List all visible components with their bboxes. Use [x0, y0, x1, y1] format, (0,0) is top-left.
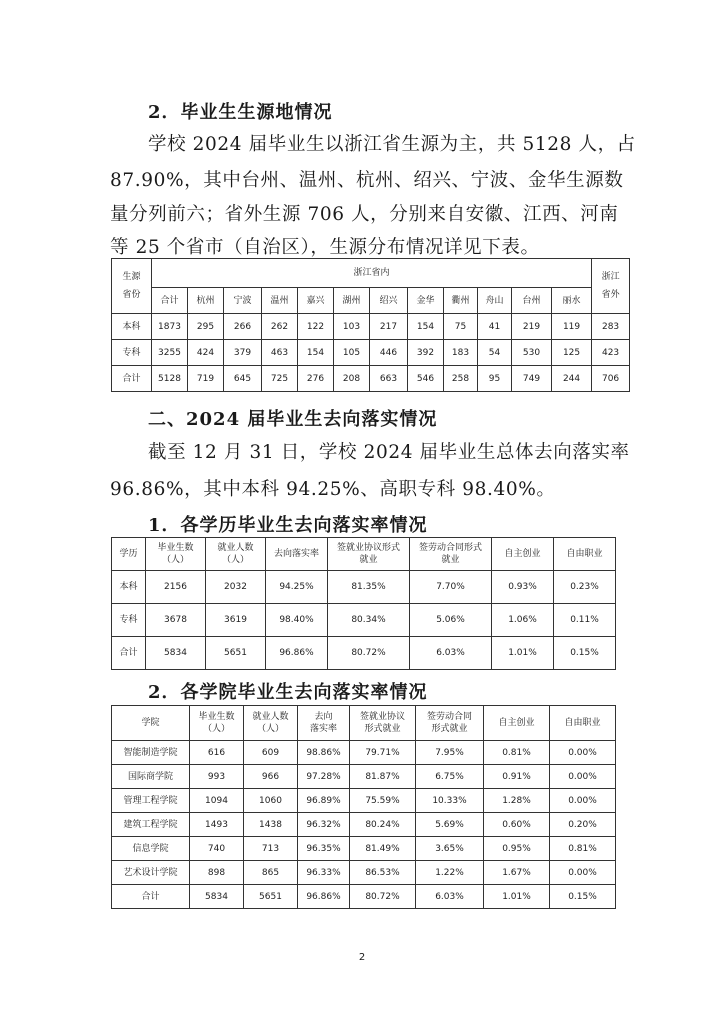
table-row: [112, 340, 630, 366]
table-cell: 3619: [206, 604, 266, 637]
table-cell: 2032: [206, 571, 266, 604]
table-cell: 7.70%: [410, 571, 492, 604]
row-label: 合计: [112, 885, 190, 909]
table-row: [112, 861, 616, 885]
table-cell: 86.53%: [350, 861, 416, 885]
table-cell: 1094: [190, 789, 244, 813]
table-cell: 81.49%: [350, 837, 416, 861]
table-cell: 423: [592, 340, 630, 366]
row-label: 合计: [112, 637, 146, 670]
column-header: 舟山: [478, 288, 512, 314]
table-row: [112, 789, 616, 813]
row-label: 专科: [112, 340, 152, 366]
table-cell: 1.01%: [492, 637, 554, 670]
table-row: [112, 637, 616, 670]
row-label: 专科: [112, 604, 146, 637]
header-line: 落实率: [309, 724, 337, 734]
paragraph-line: 87.90%，其中台州、温州、杭州、绍兴、宁波、金华生源数: [110, 170, 624, 191]
table-cell: 0.81%: [550, 837, 616, 861]
table-cell: 276: [298, 366, 334, 392]
row-label: 信息学院: [112, 837, 190, 861]
header-line: 就业: [441, 555, 460, 565]
header-line: 自主创业: [504, 549, 541, 559]
table-cell: 966: [244, 765, 298, 789]
header-line: 形式就业: [431, 724, 468, 734]
table-cell: 0.93%: [492, 571, 554, 604]
column-header: 宁波: [224, 288, 262, 314]
table-cell: 0.20%: [550, 813, 616, 837]
outside-province-header: [592, 259, 630, 314]
table-cell: 119: [552, 314, 592, 340]
table-cell: 96.86%: [266, 637, 328, 670]
row-label: 合计: [112, 366, 152, 392]
table-cell: 0.00%: [550, 789, 616, 813]
table-cell: 6.03%: [416, 885, 484, 909]
section-heading-employment: 二、2024 届毕业生去向落实情况: [148, 409, 438, 430]
table-cell: 463: [262, 340, 298, 366]
table-cell: 0.00%: [550, 765, 616, 789]
header-line: 签就业协议: [359, 712, 405, 722]
table-cell: 0.15%: [550, 885, 616, 909]
table-cell: 97.28%: [298, 765, 350, 789]
source-distribution-table: [111, 258, 630, 392]
table-row: [112, 741, 616, 765]
table-cell: 1.67%: [484, 861, 550, 885]
header-line: 就业: [359, 555, 378, 565]
table-cell: 725: [262, 366, 298, 392]
table-cell: 713: [244, 837, 298, 861]
table-cell: 80.72%: [328, 637, 410, 670]
table-row: [112, 604, 616, 637]
table-cell: 1493: [190, 813, 244, 837]
paragraph-line: 等 25 个省市（自治区），生源分布情况详见下表。: [110, 237, 540, 258]
header-line: （人）: [256, 724, 284, 734]
column-header: 湖州: [334, 288, 370, 314]
header-line: 形式就业: [364, 724, 401, 734]
table-cell: 219: [512, 314, 552, 340]
header-line: 自主创业: [498, 718, 535, 728]
paragraph-line: 96.86%，其中本科 94.25%、高职专科 98.40%。: [110, 479, 556, 500]
column-header: [112, 706, 190, 741]
table-row: [112, 885, 616, 909]
education-level-table: [111, 537, 616, 670]
paragraph-line: 量分列前六；省外生源 706 人，分别来自安徽、江西、河南: [110, 204, 619, 225]
college-table: [111, 705, 616, 909]
table-cell: 719: [188, 366, 224, 392]
table-cell: 1.01%: [484, 885, 550, 909]
header-line: 去向落实率: [273, 549, 319, 559]
column-header: 金华: [408, 288, 444, 314]
corner-header-bottom: 省份: [122, 290, 141, 300]
column-header: [266, 538, 328, 571]
header-row: [112, 706, 616, 741]
column-header: [554, 538, 616, 571]
table-cell: 94.25%: [266, 571, 328, 604]
row-label: 艺术设计学院: [112, 861, 190, 885]
table-cell: 96.86%: [298, 885, 350, 909]
table-cell: 0.81%: [484, 741, 550, 765]
table-cell: 96.33%: [298, 861, 350, 885]
column-header: 温州: [262, 288, 298, 314]
table-cell: 740: [190, 837, 244, 861]
column-header: [550, 706, 616, 741]
subsection-heading-college: 2．各学院毕业生去向落实率情况: [148, 682, 428, 703]
table-cell: 41: [478, 314, 512, 340]
table-cell: 0.00%: [550, 861, 616, 885]
table-row: [112, 765, 616, 789]
table-cell: 0.00%: [550, 741, 616, 765]
column-header: [298, 706, 350, 741]
table-cell: 609: [244, 741, 298, 765]
table-cell: 105: [334, 340, 370, 366]
table-cell: 208: [334, 366, 370, 392]
table-cell: 79.71%: [350, 741, 416, 765]
table-cell: 295: [188, 314, 224, 340]
header-line: 毕业生数: [198, 712, 235, 722]
table-cell: 6.75%: [416, 765, 484, 789]
row-label: 本科: [112, 571, 146, 604]
header-line: （人）: [221, 555, 249, 565]
table-cell: 96.35%: [298, 837, 350, 861]
corner-header: [112, 259, 152, 314]
table-cell: 446: [370, 340, 408, 366]
table-cell: 154: [298, 340, 334, 366]
row-label: 国际商学院: [112, 765, 190, 789]
table3-body: [112, 741, 616, 909]
table-cell: 103: [334, 314, 370, 340]
table-cell: 10.33%: [416, 789, 484, 813]
row-label: 建筑工程学院: [112, 813, 190, 837]
table-cell: 1438: [244, 813, 298, 837]
row-label: 智能制造学院: [112, 741, 190, 765]
table-cell: 96.89%: [298, 789, 350, 813]
table-cell: 96.32%: [298, 813, 350, 837]
header-row: [112, 538, 616, 571]
table-cell: 125: [552, 340, 592, 366]
table-cell: 3.65%: [416, 837, 484, 861]
table-cell: 706: [592, 366, 630, 392]
column-header: [328, 538, 410, 571]
table-cell: 154: [408, 314, 444, 340]
table-cell: 98.86%: [298, 741, 350, 765]
section-heading-source: 2．毕业生生源地情况: [148, 102, 333, 123]
table-row: [112, 314, 630, 340]
row-label: 本科: [112, 314, 152, 340]
page-number: 2: [358, 952, 366, 963]
table-cell: 283: [592, 314, 630, 340]
column-header: [416, 706, 484, 741]
table-cell: 75.59%: [350, 789, 416, 813]
column-header: 衢州: [444, 288, 478, 314]
table-cell: 530: [512, 340, 552, 366]
table-cell: 258: [444, 366, 478, 392]
table-cell: 262: [262, 314, 298, 340]
header-line: 就业人数: [252, 712, 289, 722]
table2-body: [112, 571, 616, 670]
table-cell: 1.28%: [484, 789, 550, 813]
table-cell: 244: [552, 366, 592, 392]
table-cell: 0.23%: [554, 571, 616, 604]
column-header: [492, 538, 554, 571]
table-cell: 5.69%: [416, 813, 484, 837]
column-header: [484, 706, 550, 741]
column-header: 杭州: [188, 288, 224, 314]
table-cell: 3255: [152, 340, 188, 366]
header-line: 自由职业: [564, 718, 601, 728]
header-line: （人）: [202, 724, 230, 734]
table-cell: 993: [190, 765, 244, 789]
table-cell: 217: [370, 314, 408, 340]
table-row: [112, 837, 616, 861]
table-cell: 5.06%: [410, 604, 492, 637]
column-header: [112, 538, 146, 571]
header-line: 去向: [314, 712, 333, 722]
column-header: [190, 706, 244, 741]
table-cell: 54: [478, 340, 512, 366]
corner-header-top: 生源: [122, 272, 141, 282]
province-group-header: 浙江省内: [152, 259, 592, 288]
table-cell: 5128: [152, 366, 188, 392]
table-cell: 81.87%: [350, 765, 416, 789]
table-cell: 7.95%: [416, 741, 484, 765]
subsection-heading-education: 1．各学历毕业生去向落实率情况: [148, 515, 428, 536]
table-cell: 392: [408, 340, 444, 366]
header-line: （人）: [161, 555, 189, 565]
header-line: 就业人数: [217, 543, 254, 553]
column-header: 台州: [512, 288, 552, 314]
table-row: [112, 571, 616, 604]
table-cell: 0.91%: [484, 765, 550, 789]
column-header: [244, 706, 298, 741]
table-cell: 3678: [146, 604, 206, 637]
header-line: 签劳动合同: [426, 712, 472, 722]
table-cell: 6.03%: [410, 637, 492, 670]
table-cell: 379: [224, 340, 262, 366]
row-label: 管理工程学院: [112, 789, 190, 813]
column-header: [410, 538, 492, 571]
table-cell: 80.72%: [350, 885, 416, 909]
table-cell: 0.11%: [554, 604, 616, 637]
paragraph-line: 学校 2024 届毕业生以浙江省生源为主，共 5128 人，占: [148, 134, 636, 155]
table-cell: 122: [298, 314, 334, 340]
header-line: 自由职业: [566, 549, 603, 559]
column-header: 嘉兴: [298, 288, 334, 314]
table-cell: 266: [224, 314, 262, 340]
table-row: [112, 813, 616, 837]
column-header: 合计: [152, 288, 188, 314]
table-cell: 98.40%: [266, 604, 328, 637]
table-cell: 5834: [146, 637, 206, 670]
table-cell: 865: [244, 861, 298, 885]
column-header: [350, 706, 416, 741]
table-cell: 1.06%: [492, 604, 554, 637]
table2-header: [112, 538, 616, 571]
table-cell: 5651: [206, 637, 266, 670]
table-row: [112, 366, 630, 392]
table-cell: 0.60%: [484, 813, 550, 837]
table-cell: 546: [408, 366, 444, 392]
table-cell: 183: [444, 340, 478, 366]
outside-header-bottom: 省外: [601, 290, 620, 300]
header-line: 签劳动合同形式: [418, 543, 482, 553]
table-cell: 2156: [146, 571, 206, 604]
table-cell: 95: [478, 366, 512, 392]
column-header: [206, 538, 266, 571]
table-cell: 5834: [190, 885, 244, 909]
header-line: 学历: [119, 549, 138, 559]
paragraph-line: 截至 12 月 31 日，学校 2024 届毕业生总体去向落实率: [148, 442, 630, 463]
table3-header: [112, 706, 616, 741]
column-header: 丽水: [552, 288, 592, 314]
header-line: 学院: [141, 718, 160, 728]
table-cell: 80.24%: [350, 813, 416, 837]
table-cell: 616: [190, 741, 244, 765]
header-line: 签就业协议形式: [336, 543, 400, 553]
table1-body: [112, 314, 630, 392]
table-cell: 663: [370, 366, 408, 392]
table-cell: 80.34%: [328, 604, 410, 637]
column-header: 绍兴: [370, 288, 408, 314]
table-cell: 1.22%: [416, 861, 484, 885]
table-cell: 424: [188, 340, 224, 366]
table-cell: 1873: [152, 314, 188, 340]
table-cell: 645: [224, 366, 262, 392]
table-cell: 749: [512, 366, 552, 392]
table-cell: 0.95%: [484, 837, 550, 861]
table-cell: 898: [190, 861, 244, 885]
table-cell: 1060: [244, 789, 298, 813]
column-header: [146, 538, 206, 571]
table-cell: 81.35%: [328, 571, 410, 604]
header-line: 毕业生数: [157, 543, 194, 553]
table-cell: 75: [444, 314, 478, 340]
table-cell: 5651: [244, 885, 298, 909]
outside-header-top: 浙江: [601, 272, 620, 282]
table-cell: 0.15%: [554, 637, 616, 670]
